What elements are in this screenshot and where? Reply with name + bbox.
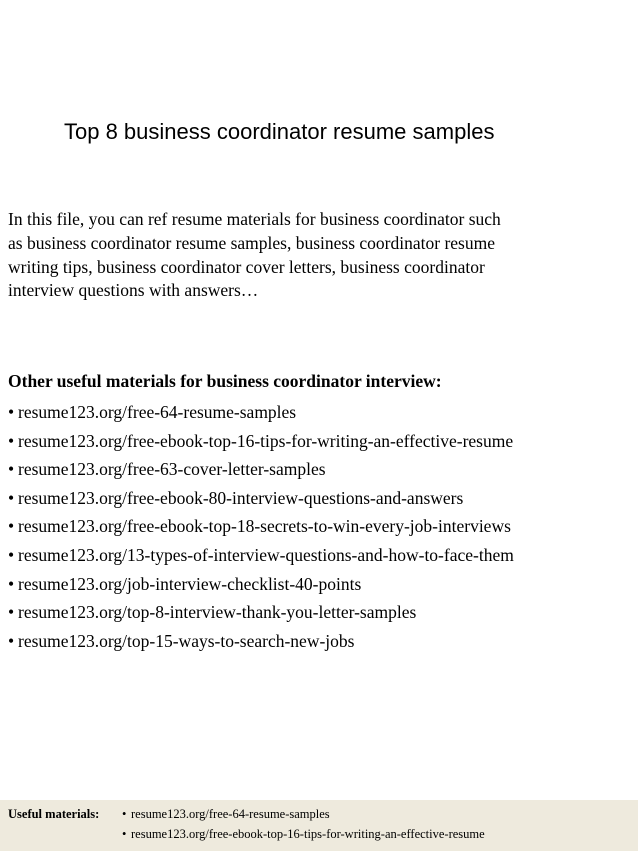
bullet-icon: • xyxy=(8,544,15,565)
list-item xyxy=(8,627,636,656)
material-link[interactable]: resume123.org/free-ebook-top-16-tips-for-writing-an-effective-resume xyxy=(18,430,514,451)
material-link[interactable]: resume123.org/top-8-interview-thank-you-letter-samples xyxy=(18,602,417,623)
footer-label-colon: : xyxy=(95,807,100,821)
footer-label-text: Useful materials xyxy=(8,807,96,821)
material-link[interactable]: resume123.org/free-ebook-80-interview-questions-and-answers xyxy=(18,487,464,508)
list-item xyxy=(8,598,636,627)
intro-line: writing tips, business coordinator cover letters, business coordinator xyxy=(8,256,485,277)
bullet-icon: • xyxy=(8,459,15,480)
page-title: Top 8 business coordinator resume samples xyxy=(64,119,495,144)
footer-label xyxy=(8,804,99,824)
bullet-icon: • xyxy=(8,516,15,537)
intro-line: interview questions with answers… xyxy=(8,280,259,301)
footer-link[interactable]: resume123.org/free-64-resume-samples xyxy=(131,807,330,821)
bullet-icon: • xyxy=(122,807,127,821)
intro-line: as business coordinator resume samples, business coordinator resume xyxy=(8,232,495,253)
footer-link[interactable]: resume123.org/free-ebook-top-16-tips-for-writing-an-effective-resume xyxy=(131,827,485,841)
footer-bar xyxy=(0,800,638,851)
intro-line: In this file, you can ref resume materials for business coordinator such xyxy=(8,209,501,229)
material-link[interactable]: resume123.org/13-types-of-interview-questions-and-how-to-face-them xyxy=(18,544,514,565)
list-item xyxy=(8,541,636,570)
material-link[interactable]: resume123.org/free-ebook-top-18-secrets-to-win-every-job-interviews xyxy=(18,516,511,537)
materials-heading: Other useful materials for business coordinator interview: xyxy=(8,371,442,391)
material-link[interactable]: resume123.org/free-63-cover-letter-samples xyxy=(18,459,326,480)
list-item xyxy=(8,512,636,541)
footer-link-list xyxy=(122,804,485,844)
bullet-icon: • xyxy=(8,630,15,651)
bullet-icon: • xyxy=(8,430,15,451)
list-item xyxy=(122,804,485,824)
bullet-icon: • xyxy=(8,573,15,594)
intro-paragraph xyxy=(8,208,628,303)
list-item xyxy=(8,484,636,513)
materials-link-list xyxy=(8,398,636,655)
list-item xyxy=(8,427,636,456)
bullet-icon: • xyxy=(8,487,15,508)
bullet-icon: • xyxy=(8,602,15,623)
material-link[interactable]: resume123.org/free-64-resume-samples xyxy=(18,402,297,422)
list-item xyxy=(122,824,485,844)
list-item xyxy=(8,455,636,484)
list-item xyxy=(8,570,636,599)
material-link[interactable]: resume123.org/top-15-ways-to-search-new-jobs xyxy=(18,630,355,651)
bullet-icon: • xyxy=(8,402,15,422)
bullet-icon: • xyxy=(122,827,127,841)
list-item xyxy=(8,398,636,427)
material-link[interactable]: resume123.org/job-interview-checklist-40-points xyxy=(18,573,362,594)
